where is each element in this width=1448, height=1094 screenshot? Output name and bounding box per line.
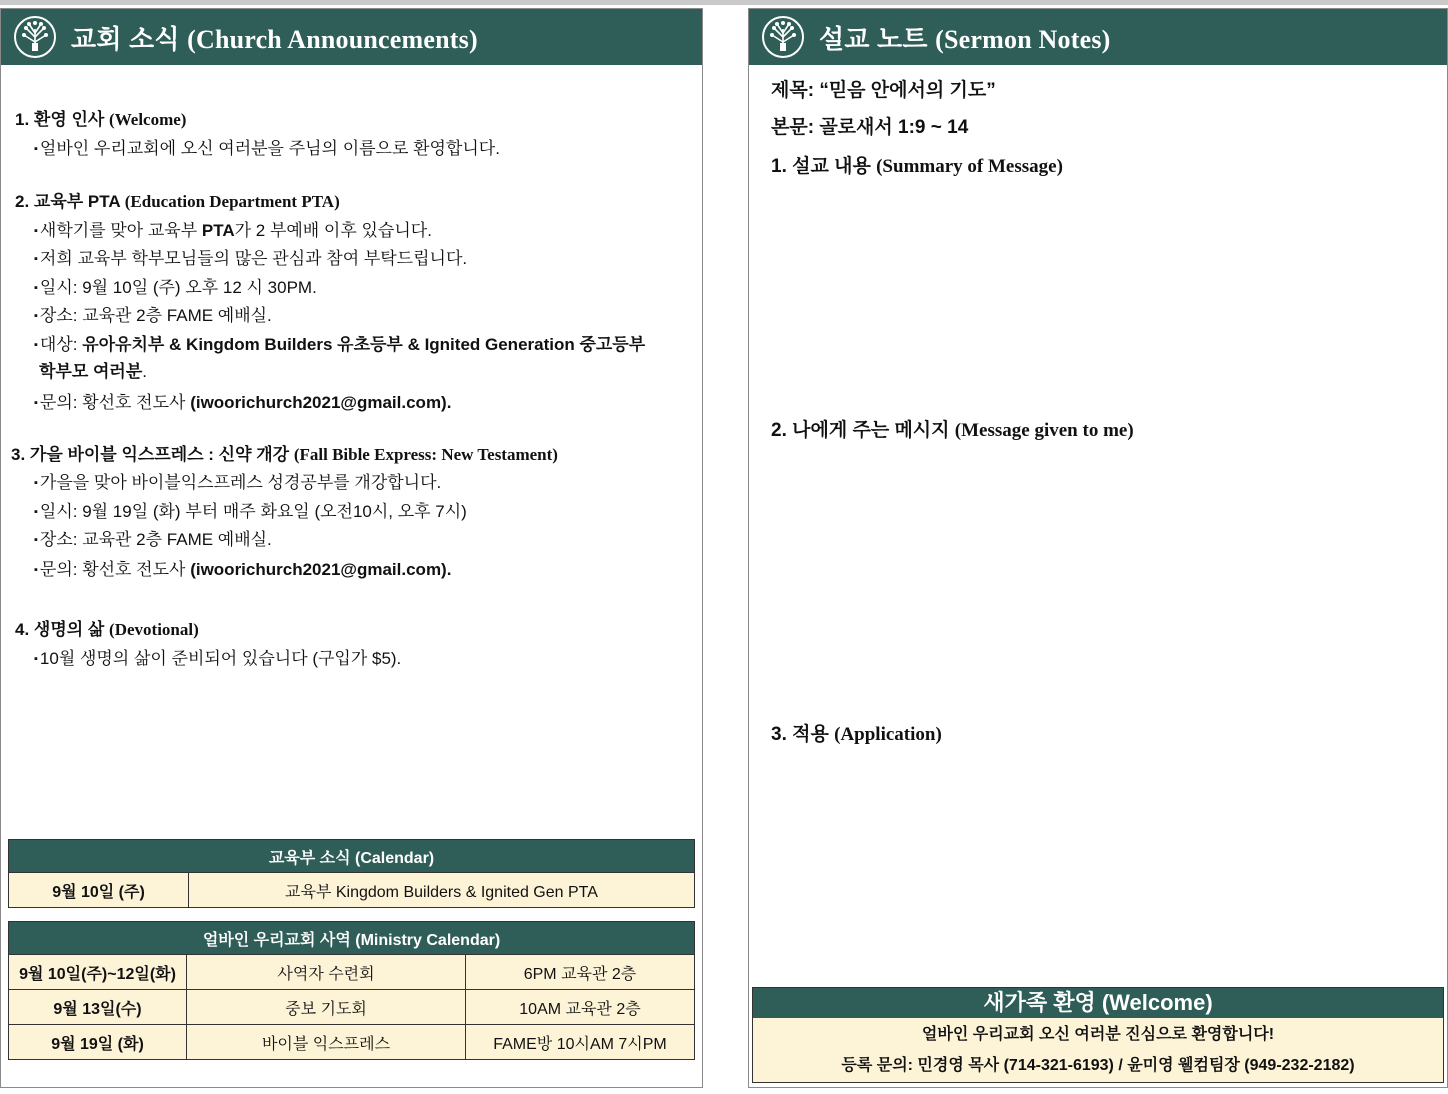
ministry-header: 얼바인 우리교회 사역 (Ministry Calendar)	[9, 922, 695, 955]
table-row	[9, 873, 695, 908]
list-item: ▪ 문의: 황선호 전도사 (iwoorichurch2021@gmail.com).	[34, 393, 452, 412]
church-tree-logo-icon	[761, 15, 805, 59]
sermon-scripture: 본문: 골로새서 1:9 ~ 14	[771, 117, 969, 138]
calendar-date: 9월 10일 (주)	[9, 873, 189, 908]
church-tree-logo-icon	[13, 15, 57, 59]
list-item: ▪ 일시: 9월 19일 (화) 부터 매주 화요일 (오전10시, 오후 7시)	[34, 502, 467, 521]
church-announcements-panel	[0, 8, 703, 1088]
ministry-info: 10AM 교육관 2층	[466, 990, 695, 1025]
announcements-title: 교회 소식 (Church Announcements)	[71, 23, 478, 54]
list-item-continuation: 학부모 여러분.	[39, 362, 147, 381]
table-row	[9, 955, 695, 990]
list-item: ▪ 장소: 교육관 2층 FAME 예배실.	[34, 306, 272, 325]
welcome-body	[753, 1018, 1443, 1082]
announcements-header	[1, 9, 702, 65]
list-item: ▪ 얼바인 우리교회에 오신 여러분을 주님의 이름으로 환영합니다.	[34, 139, 500, 158]
list-item: ▪ 일시: 9월 10일 (주) 오후 12 시 30PM.	[34, 278, 317, 297]
new-family-welcome-box	[752, 987, 1444, 1083]
ministry-info: 6PM 교육관 2층	[466, 955, 695, 990]
top-divider	[0, 0, 1448, 5]
section-pta-heading: 2. 교육부 PTA (Education Department PTA)	[15, 192, 340, 211]
section-message-heading: 2. 나에게 주는 메시지 (Message given to me)	[771, 420, 1134, 441]
list-item: ▪ 10월 생명의 삶이 준비되어 있습니다 (구입가 $5).	[34, 649, 402, 668]
sermon-header	[749, 9, 1447, 65]
calendar-header: 교육부 소식 (Calendar)	[9, 840, 695, 873]
ministry-date: 9월 13일(수)	[9, 990, 187, 1025]
list-item: ▪ 저희 교육부 학부모님들의 많은 관심과 참여 부탁드립니다.	[34, 249, 468, 268]
sermon-title: 제목: “믿음 안에서의 기도”	[771, 80, 996, 101]
section-application-heading: 3. 적용 (Application)	[771, 724, 942, 745]
list-item: ▪ 가을을 맞아 바이블익스프레스 성경공부를 개강합니다.	[34, 473, 442, 492]
section-summary-heading: 1. 설교 내용 (Summary of Message)	[771, 156, 1063, 177]
section-welcome-heading: 1. 환영 인사 (Welcome)	[15, 110, 187, 129]
ministry-calendar-table	[8, 921, 695, 1060]
section-devotional-heading: 4. 생명의 삶 (Devotional)	[15, 620, 199, 639]
list-item: ▪ 새학기를 맞아 교육부 PTA가 2 부예배 이후 있습니다.	[34, 221, 432, 240]
ministry-date: 9월 10일(주)~12일(화)	[9, 955, 187, 990]
education-calendar-table	[8, 839, 695, 908]
ministry-event: 사역자 수련회	[187, 955, 466, 990]
list-item: ▪ 장소: 교육관 2층 FAME 예배실.	[34, 530, 272, 549]
welcome-line: 얼바인 우리교회 오신 여러분 진심으로 환영합니다!	[921, 1026, 1275, 1043]
ministry-date: 9월 19일 (화)	[9, 1025, 187, 1060]
registration-contact: 등록 문의: 민경영 목사 (714-321-6193) / 윤미영 웰컴팀장 (949-232-2182)	[841, 1057, 1355, 1074]
list-item: ▪ 문의: 황선호 전도사 (iwoorichurch2021@gmail.com).	[34, 560, 452, 579]
list-item: ▪ 대상: 유아유치부 & Kingdom Builders 유초등부 & Ignited Generation 중고등부	[34, 335, 646, 354]
calendar-event: 교육부 Kingdom Builders & Ignited Gen PTA	[189, 873, 695, 908]
ministry-info: FAME방 10시AM 7시PM	[466, 1025, 695, 1060]
welcome-header: 새가족 환영 (Welcome)	[753, 988, 1443, 1018]
sermon-title-bar: 설교 노트 (Sermon Notes)	[819, 23, 1111, 54]
ministry-event: 바이블 익스프레스	[187, 1025, 466, 1060]
sermon-notes-panel	[748, 8, 1448, 1088]
table-row	[9, 990, 695, 1025]
table-row	[9, 1025, 695, 1060]
section-bible-express-heading: 3. 가을 바이블 익스프레스 : 신약 개강 (Fall Bible Express: New Testament)	[11, 445, 558, 464]
ministry-event: 중보 기도회	[187, 990, 466, 1025]
